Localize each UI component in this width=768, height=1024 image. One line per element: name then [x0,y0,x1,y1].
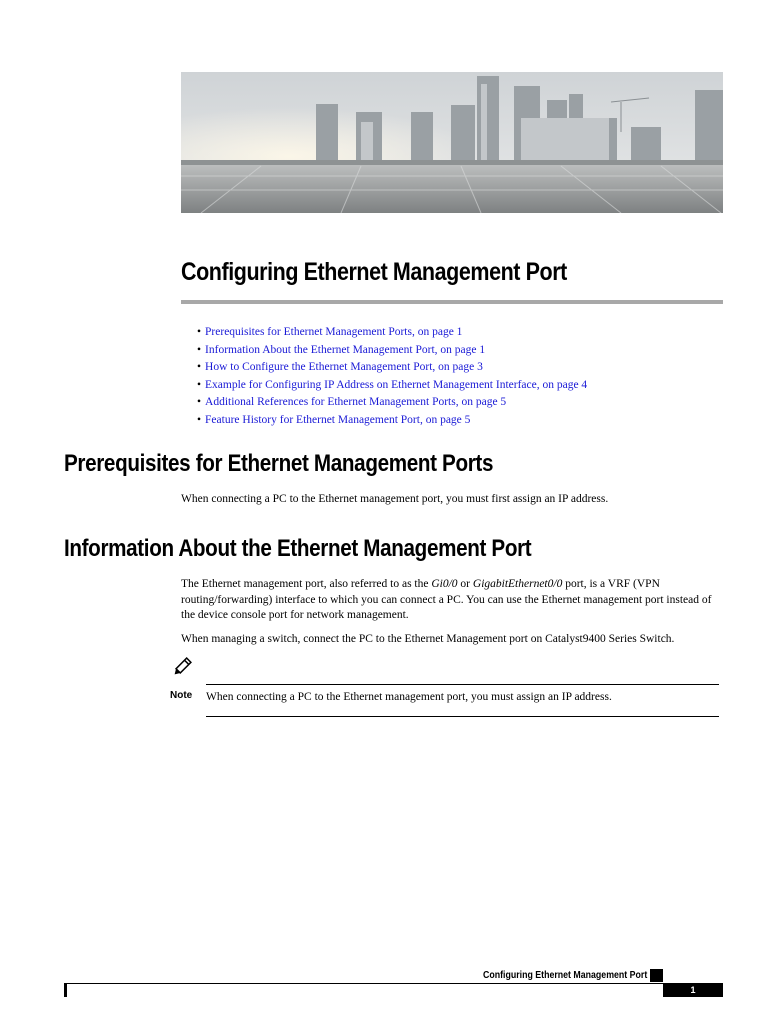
footer-chapter-title: Configuring Ethernet Management Port [483,970,648,981]
chapter-title: Configuring Ethernet Management Port [181,258,567,286]
bullet-icon: • [197,361,202,374]
toc-item [197,412,587,430]
footer-rule [66,983,663,984]
switch-management-paragraph: When managing a switch, connect the PC to the Ethernet Management port on Catalyst9400 Series Switch. [181,633,675,645]
toc-link[interactable]: Information About the Ethernet Management Port, on page 1 [205,343,486,356]
city-skyline-illustration [181,72,723,213]
bullet-icon: • [197,396,202,409]
note-bottom-rule [206,716,719,717]
prerequisites-paragraph: When connecting a PC to the Ethernet management port, you must first assign an IP address. [181,493,609,505]
bullet-icon: • [197,326,202,338]
footer-marker-block [650,969,663,982]
toc-item [197,324,587,342]
bullet-icon: • [197,343,202,356]
section-heading-information: Information About the Ethernet Management Port [64,535,532,562]
bullet-icon: • [197,413,202,426]
toc-item [197,342,587,360]
toc-link[interactable]: How to Configure the Ethernet Management Port, on page 3 [205,361,483,374]
note-text: When connecting a PC to the Ethernet management port, you must assign an IP address. [206,691,612,703]
pencil-icon [170,657,192,684]
note-label: Note [170,690,193,701]
note-top-rule [206,684,719,685]
toc-link[interactable]: Example for Configuring IP Address on Ethernet Management Interface, on page 4 [205,378,588,391]
text-run: The Ethernet management port, also referred to as the [181,578,432,590]
toc-item [197,394,587,412]
emphasis-gi00: Gi0/0 [431,578,458,590]
text-run: or [457,578,473,590]
header-banner-image [181,72,723,213]
information-paragraph [181,577,726,624]
footer-left-tick [64,983,67,997]
bullet-icon: • [197,378,202,391]
text-run: port, is a VRF (VPN routing/forwarding) interface to which you can connect a PC. You can use the Ethernet management port instead of the device console port for network management. [181,578,712,621]
title-rule [181,300,723,304]
emphasis-gigabitethernet00: GigabitEthernet0/0 [472,578,563,590]
toc-item [197,359,587,377]
toc-link[interactable]: Prerequisites for Ethernet Management Ports, on page 1 [205,326,463,338]
toc-link[interactable]: Additional References for Ethernet Management Ports, on page 5 [205,396,507,409]
page-number: 1 [663,983,723,997]
toc-link[interactable]: Feature History for Ethernet Management Port, on page 5 [205,413,471,426]
chapter-toc [197,324,587,430]
toc-item [197,377,587,395]
section-heading-prerequisites: Prerequisites for Ethernet Management Ports [64,450,494,477]
